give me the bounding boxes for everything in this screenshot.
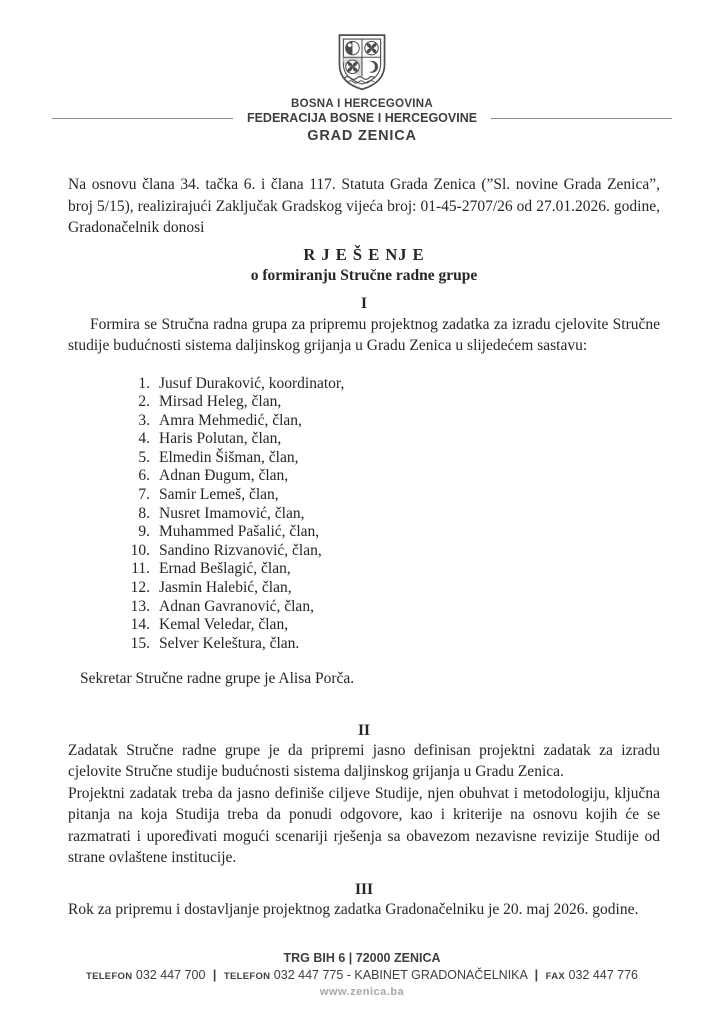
member-name: Adnan Gavranović, član, <box>159 597 314 615</box>
member-row <box>124 598 660 617</box>
telefon-label: TELEFON <box>223 971 271 982</box>
header-rule-left <box>52 118 233 119</box>
member-name: Ernad Bešlagić, član, <box>159 560 291 578</box>
member-list <box>68 375 660 654</box>
member-name: Kemal Veledar, član, <box>159 616 289 634</box>
section-2-numeral: II <box>357 721 371 739</box>
section-3-paragraph-1: Rok za pripremu i dostavljanje projektnog zadatka Gradonačelniku je 20. maj 2026. godine. <box>68 900 639 918</box>
member-number: 13. <box>130 597 150 615</box>
member-name: Muhammed Pašalić, član, <box>159 523 320 541</box>
section-1-intro: Formira se Stručna radna grupa za pripremu projektnog zadatka za izradu cjelovite Stručne studije budućnosti sistema daljinskog grijanja u Gradu Zenica u slijedećem sastavu: <box>68 315 660 354</box>
member-row <box>124 579 660 598</box>
member-name: Mirsad Heleg, član, <box>159 393 282 411</box>
decision-subtitle: o formiranju Stručne radne grupe <box>250 266 478 284</box>
member-number: 4. <box>138 430 150 448</box>
member-row <box>124 616 660 635</box>
contact-separator: | <box>534 968 539 982</box>
member-number: 6. <box>138 467 150 485</box>
member-number: 5. <box>138 448 150 466</box>
member-row <box>124 486 660 505</box>
member-name: Samir Lemeš, član, <box>159 486 279 504</box>
member-number: 14. <box>130 616 150 634</box>
header-rule-right <box>491 118 672 119</box>
section-3 <box>68 881 660 921</box>
header-country: BOSNA I HERCEGOVINA <box>290 98 433 110</box>
fax-label: FAX <box>545 971 566 982</box>
member-number: 8. <box>138 504 150 522</box>
member-number: 11. <box>131 560 150 578</box>
preamble: Na osnovu člana 34. tačka 6. i člana 117. Statuta Grada Zenica (”Sl. novine Grada Zenica”, broj 5/15), realizirajući Zaključak Gradskog vijeća broj: 01-45-2707/26 od 27.01.2026. godine, Gradonačelnik donosi <box>68 176 660 236</box>
zenica-coat-of-arms-icon <box>0 32 724 92</box>
member-name: Jusuf Duraković, koordinator, <box>159 374 345 392</box>
header-federation: FEDERACIJA BOSNE I HERCEGOVINE <box>246 111 478 125</box>
telefon-label: TELEFON <box>85 971 133 982</box>
member-row <box>124 467 660 486</box>
member-number: 9. <box>138 523 150 541</box>
footer-website: www.zenica.ba <box>319 986 405 998</box>
member-number: 3. <box>138 411 150 429</box>
member-number: 12. <box>130 579 150 597</box>
document-body <box>0 174 724 920</box>
letterhead-footer <box>0 951 724 998</box>
member-name: Sandino Rizvanović, član, <box>159 541 322 559</box>
section-1 <box>68 295 660 690</box>
member-row <box>124 505 660 524</box>
member-number: 1. <box>138 374 150 392</box>
telefon-number-cabinet: 032 447 775 - KABINET GRADONAČELNIKA <box>273 968 528 982</box>
member-name: Jasmin Halebić, član, <box>159 579 292 597</box>
section-3-numeral: III <box>354 880 374 898</box>
member-number: 2. <box>138 393 150 411</box>
section-2-paragraph-1: Zadatak Stručne radne grupe je da pripremi jasno definisan projektni zadatak za izradu cjelovite Stručne studije budućnosti sistema daljinskog grijanja u Gradu Zenica. <box>68 741 660 781</box>
section-1-numeral: I <box>360 294 368 312</box>
member-number: 10. <box>130 541 150 559</box>
fax-number: 032 447 776 <box>568 968 639 982</box>
letterhead <box>0 0 724 144</box>
member-row <box>124 430 660 449</box>
header-federation-row <box>0 111 724 125</box>
member-row <box>124 560 660 579</box>
section-2 <box>68 722 660 869</box>
decision-title: R J E Š E NJ E <box>303 244 425 264</box>
member-row <box>124 449 660 468</box>
member-row <box>124 542 660 561</box>
footer-address: TRG BIH 6 | 72000 ZENICA <box>283 951 441 965</box>
member-name: Nusret Imamović, član, <box>159 504 305 522</box>
member-name: Elmedin Šišman, član, <box>159 448 299 466</box>
member-name: Selver Keleštura, član. <box>159 634 300 652</box>
contact-separator: | <box>212 968 217 982</box>
member-row <box>124 393 660 412</box>
member-name: Adnan Đugum, član, <box>159 467 289 485</box>
member-row <box>124 412 660 431</box>
member-name: Amra Mehmedić, član, <box>159 411 302 429</box>
member-row <box>124 375 660 394</box>
secretary-note: Sekretar Stručne radne grupe je Alisa Porča. <box>80 670 355 688</box>
telefon-number: 032 447 700 <box>135 968 206 982</box>
member-number: 15. <box>130 634 150 652</box>
member-name: Haris Polutan, član, <box>159 430 282 448</box>
member-row <box>124 523 660 542</box>
member-row <box>124 635 660 654</box>
section-2-paragraph-2: Projektni zadatak treba da jasno definiše ciljeve Studije, njen obuhvat i metodologiju, ključna pitanja na koja Studija treba da ponudi odgovore, kao i kriterije na osnovu kojih će se razmatrati i upoređivati mogući scenariji rješenja sa obavezom nezavisne revizije Studije od strane ovlaštene institucije. <box>68 784 660 867</box>
header-city: GRAD ZENICA <box>307 128 417 144</box>
footer-contacts <box>0 968 724 982</box>
member-number: 7. <box>138 486 150 504</box>
